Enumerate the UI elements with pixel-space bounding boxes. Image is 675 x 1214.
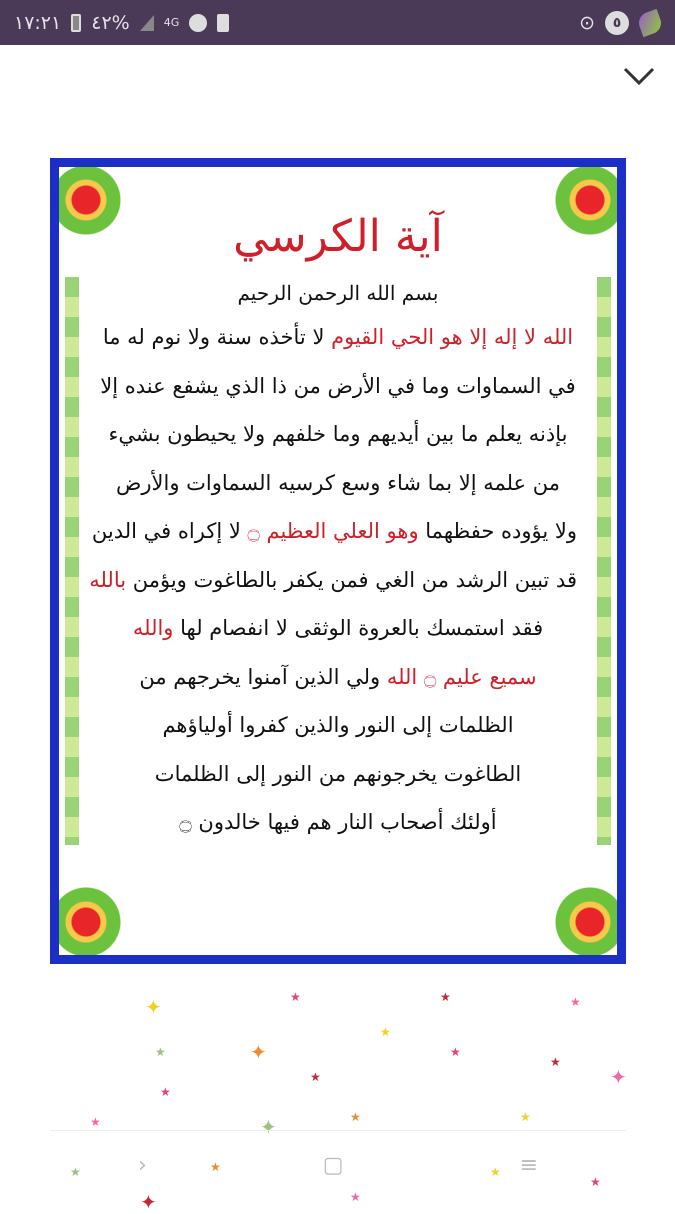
verse-segment: أولئك أصحاب النار هم فيها خالدون ۝: [179, 810, 497, 834]
star-icon: ★: [310, 1070, 321, 1084]
verse-segment: الطاغوت يخرجونهم من النور إلى الظلمات: [154, 761, 522, 786]
star-icon: ★: [160, 1085, 171, 1099]
verse-line: [59, 653, 617, 702]
battery-icon: [71, 14, 81, 32]
star-icon: ★: [440, 990, 451, 1004]
verse-segment: وهو العلي العظيم ۝: [247, 519, 419, 543]
star-icon: ★: [450, 1045, 461, 1059]
notification-badge: ٥: [605, 11, 629, 35]
app-logo-icon: [636, 8, 664, 36]
verse-segment: الله لا إله إلا هو الحي القيوم: [331, 325, 574, 349]
floral-corner: [59, 167, 149, 277]
floral-corner: [59, 845, 149, 955]
star-icon: ★: [520, 1110, 531, 1124]
star-icon: ★: [155, 1045, 166, 1059]
verse-segment: والله: [132, 616, 174, 640]
vine-border: [597, 277, 611, 845]
verse-segment: سميع عليم ۝ الله: [386, 664, 537, 689]
verse-segment: من علمه إلا بما شاء وسع كرسيه السماوات والأرض: [115, 470, 560, 495]
menu-button[interactable]: ≡: [519, 1153, 538, 1178]
alarm-icon: [189, 14, 207, 32]
verse-segment: لا تأخذه سنة ولا نوم له ما: [102, 325, 332, 349]
back-button[interactable]: ›: [137, 1153, 147, 1178]
verse-segment: فقد استمسك بالعروة الوثقى لا انفصام لها: [173, 616, 544, 640]
vine-border: [65, 277, 79, 845]
verse-line: [59, 750, 617, 799]
verse-line: [59, 410, 617, 459]
verse-segment: في السماوات وما في الأرض من ذا الذي يشفع عنده إلا: [100, 373, 576, 398]
verse-line: [59, 556, 617, 605]
star-icon: ✦: [140, 1190, 157, 1214]
verse-segment: بإذنه يعلم ما بين أيديهم وما خلفهم ولا يحيطون بشيء: [108, 422, 568, 446]
network-type: 4G: [163, 15, 180, 29]
star-icon: ✦: [610, 1065, 627, 1089]
floral-corner: [527, 167, 617, 277]
verse-segment: ولي الذين آمنوا يخرجهم من: [139, 664, 387, 689]
star-icon: ★: [350, 1110, 361, 1124]
star-icon: ★: [590, 1175, 601, 1189]
ayat-al-kursi-image: [50, 158, 626, 964]
star-icon: ★: [210, 1160, 221, 1174]
star-icon: ★: [290, 990, 301, 1004]
verse-line: [59, 459, 617, 508]
chevron-down-icon[interactable]: [622, 64, 656, 88]
star-icon: ★: [490, 1165, 501, 1179]
verse-line: [59, 313, 617, 362]
floral-corner: [527, 845, 617, 955]
verse-segment: الظلمات إلى النور والذين كفروا أولياؤهم: [162, 713, 514, 737]
star-icon: ✦: [250, 1040, 267, 1064]
star-icon: ✦: [145, 995, 162, 1019]
star-icon: ★: [350, 1190, 361, 1204]
bottom-navigation: [50, 1130, 626, 1200]
star-icon: ★: [550, 1055, 561, 1069]
star-icon: ★: [380, 1025, 391, 1039]
record-icon: ⊙: [579, 11, 595, 34]
home-button[interactable]: ▢: [322, 1153, 344, 1178]
star-icon: ★: [70, 1165, 81, 1179]
verse-line: [59, 798, 617, 847]
verse-line: [59, 507, 617, 556]
verse-segment: بالله: [89, 567, 127, 592]
verse-segment: لا إكراه في الدين: [91, 519, 248, 543]
signal-icon: [140, 15, 154, 31]
verse-line: [59, 604, 617, 653]
star-icon: ✦: [260, 1115, 277, 1139]
basmala: بسم الله الرحمن الرحيم: [237, 281, 439, 305]
verse-text: [59, 313, 617, 847]
recycle-icon: [217, 14, 229, 32]
verse-segment: ولا يؤوده حفظهما: [418, 519, 577, 543]
clock: ١٧:٢١: [14, 11, 62, 34]
star-icon: ★: [90, 1115, 101, 1129]
poster-title: آية الكرسي: [233, 211, 443, 262]
star-icon: ★: [570, 995, 581, 1009]
verse-line: [59, 701, 617, 750]
verse-line: [59, 362, 617, 411]
verse-segment: قد تبين الرشد من الغي فمن يكفر بالطاغوت ويؤمن: [126, 567, 577, 592]
status-bar: [0, 0, 675, 45]
battery-percent: ٤٢%: [91, 11, 130, 34]
